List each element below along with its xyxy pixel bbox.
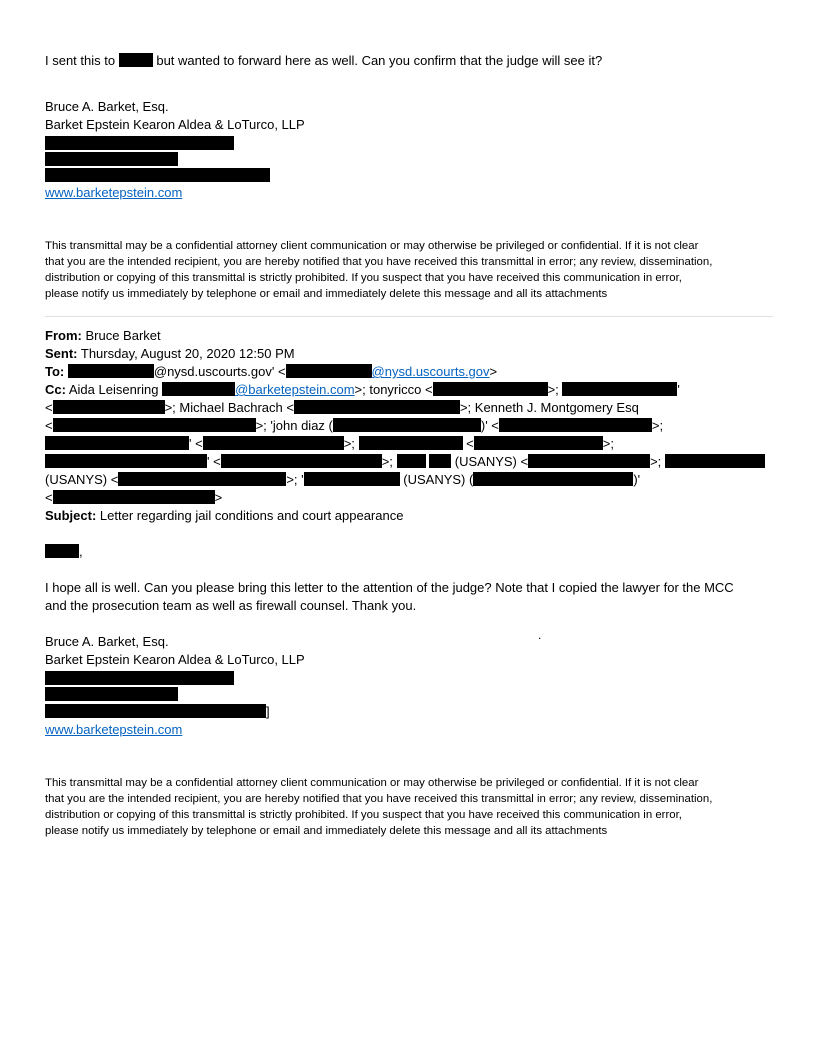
redaction bbox=[162, 382, 235, 396]
website-link[interactable]: www.barketepstein.com bbox=[45, 185, 183, 200]
signature-name: Bruce A. Barket, Esq. bbox=[45, 634, 169, 649]
cc-line: (USANYS) < >; ' (USANYS) ( )' bbox=[45, 472, 641, 487]
redaction bbox=[53, 418, 256, 432]
cc-recipient: >; Kenneth J. Montgomery Esq bbox=[459, 400, 639, 415]
cc-recipient: >; 'john diaz ( bbox=[255, 418, 333, 433]
divider bbox=[45, 316, 773, 317]
redaction bbox=[45, 436, 189, 450]
redaction bbox=[665, 454, 765, 468]
subject-value: Letter regarding jail conditions and court appearance bbox=[99, 508, 404, 523]
email-header bbox=[45, 327, 773, 525]
to-address: @nysd.uscourts.gov' bbox=[153, 364, 275, 379]
body-line: I hope all is well. Can you please bring this letter to the attention of the judge? Note that I copied the lawyer for the MCC bbox=[45, 580, 734, 595]
cc-email-link[interactable]: @barketepstein.com bbox=[235, 382, 355, 397]
cc-line: ' < >; < >; bbox=[45, 435, 773, 453]
body-line: and the prosecution team as well as firewall counsel. Thank you. bbox=[45, 598, 417, 613]
redaction bbox=[294, 400, 460, 414]
disclaimer-line: This transmittal may be a confidential attorney client communication or may otherwise be privileged or confidential. If it is not clear bbox=[45, 777, 699, 789]
sent-label: Sent: bbox=[45, 346, 78, 361]
greeting-punctuation: , bbox=[79, 544, 83, 559]
redaction bbox=[499, 418, 652, 432]
redaction bbox=[68, 364, 154, 378]
redaction bbox=[433, 382, 548, 396]
signature-firm: Barket Epstein Kearon Aldea & LoTurco, LLP bbox=[45, 652, 305, 667]
redaction bbox=[473, 472, 633, 486]
intro-text-before: I sent this to bbox=[45, 53, 116, 68]
redaction bbox=[53, 490, 215, 504]
cc-line: Cc: Aida Leisenring @barketepstein.com>; tonyricco < >; ' bbox=[45, 382, 680, 397]
redaction bbox=[45, 152, 178, 166]
to-email-link[interactable]: @nysd.uscourts.gov bbox=[371, 364, 490, 379]
cc-label: Cc: bbox=[45, 382, 66, 397]
cc-recipient: Aida Leisenring bbox=[68, 382, 159, 397]
sent-value: Thursday, August 20, 2020 12:50 PM bbox=[80, 346, 295, 361]
intro-text-after: but wanted to forward here as well. Can you confirm that the judge will see it? bbox=[156, 53, 603, 68]
cc-recipient: (USANYS) < bbox=[454, 454, 529, 469]
redaction bbox=[45, 454, 207, 468]
intro-line bbox=[45, 52, 773, 70]
greeting-line bbox=[45, 543, 773, 561]
cc-recipient: (USANYS) ( bbox=[403, 472, 474, 487]
redaction bbox=[118, 472, 286, 486]
from-label: From: bbox=[45, 328, 82, 343]
signature-name: Bruce A. Barket, Esq. bbox=[45, 99, 169, 114]
to-label: To: bbox=[45, 364, 65, 379]
redaction bbox=[45, 704, 266, 718]
redaction bbox=[429, 454, 451, 468]
disclaimer-line: distribution or copying of this transmittal is strictly prohibited. If you suspect that you have received this communication in error, bbox=[45, 272, 682, 284]
cc-recipient: (USANYS) < bbox=[45, 472, 119, 487]
cc-line: < >; 'john diaz ( )' < >; bbox=[45, 418, 664, 433]
cc-line: < > bbox=[45, 490, 223, 505]
redaction bbox=[562, 382, 677, 396]
redaction bbox=[304, 472, 400, 486]
redaction bbox=[221, 454, 382, 468]
confidentiality-disclaimer bbox=[45, 238, 773, 302]
redaction bbox=[359, 436, 463, 450]
disclaimer-line: distribution or copying of this transmittal is strictly prohibited. If you suspect that you have received this communication in error, bbox=[45, 809, 682, 821]
message-body bbox=[45, 579, 773, 615]
disclaimer-line: This transmittal may be a confidential attorney client communication or may otherwise be privileged or confidential. If it is not clear bbox=[45, 240, 699, 252]
disclaimer-line: please notify us immediately by telephone or email and immediately delete this message and all its attachments bbox=[45, 288, 608, 300]
signature-block bbox=[45, 98, 773, 202]
cc-recipient: >; tonyricco < bbox=[354, 382, 433, 397]
website-link[interactable]: www.barketepstein.com bbox=[45, 722, 183, 737]
redaction bbox=[333, 418, 481, 432]
redaction bbox=[474, 436, 603, 450]
cc-recipient: >; Michael Bachrach < bbox=[164, 400, 294, 415]
confidentiality-disclaimer bbox=[45, 775, 773, 839]
cc-line: < >; Michael Bachrach < >; Kenneth J. Montgomery Esq bbox=[45, 400, 639, 415]
redaction bbox=[53, 400, 165, 414]
email-document bbox=[45, 52, 773, 839]
from-value: Bruce Barket bbox=[85, 328, 161, 343]
redaction bbox=[528, 454, 650, 468]
redaction bbox=[45, 168, 270, 182]
signature-block: Bruce A. Barket, Esq. Barket Epstein Kearon Aldea & LoTurco, LLP ] www.barketepstein.com bbox=[45, 633, 773, 739]
redaction bbox=[203, 436, 344, 450]
redaction bbox=[397, 454, 426, 468]
disclaimer-line: please notify us immediately by telephone or email and immediately delete this message and all its attachments bbox=[45, 825, 608, 837]
sent-line bbox=[45, 345, 773, 363]
disclaimer-line: that you are the intended recipient, you are hereby notified that you have received this transmittal in error; any review, dissemination, bbox=[45, 793, 713, 805]
subject-label: Subject: bbox=[45, 508, 97, 523]
stray-mark: . bbox=[538, 628, 542, 642]
redaction bbox=[286, 364, 372, 378]
cc-line: ' < >; (USANYS) < >; bbox=[45, 453, 773, 471]
redaction bbox=[45, 687, 178, 701]
redaction bbox=[45, 671, 234, 685]
disclaimer-line: that you are the intended recipient, you are hereby notified that you have received this transmittal in error; any review, dissemination, bbox=[45, 256, 713, 268]
signature-firm: Barket Epstein Kearon Aldea & LoTurco, LLP bbox=[45, 117, 305, 132]
to-line: To: @nysd.uscourts.gov' < @nysd.uscourts.gov> bbox=[45, 364, 498, 379]
redaction bbox=[45, 544, 79, 558]
redaction bbox=[45, 136, 234, 150]
from-line bbox=[45, 327, 773, 345]
subject-line bbox=[45, 507, 773, 525]
redaction bbox=[119, 53, 153, 67]
